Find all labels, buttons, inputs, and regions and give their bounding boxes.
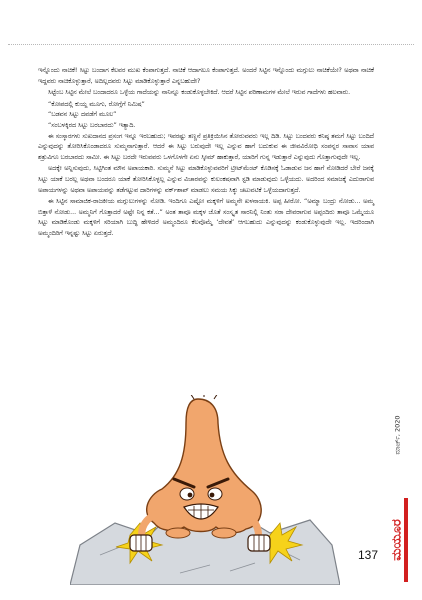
magazine-brand-text: ಮಯೂರ [389, 519, 405, 561]
paragraph-3: ಈ ಸಂಸ್ಕಾರಗಳು ಸುಖದಾನದ ಪ್ರಸಂಗ ಇನ್ನೂ ಇರಬಹುದು; ಇವರಷ್ಟು ತಣ್ಣನೆ ಪ್ರತಿಕ್ರಿಯಿಸಿನ ತೋರುವವರು ಇಲ್ಲ ದಿಡಿ. ಸಿಟ್ಟು ಬಂದವರು ಕನಿಷ್ಠ ತಮಗೆ ಸಿಟ್ಟು ಬಂದಿದೆ ಎನ್ನುವುದನ್ನು ತೋರಿಸಿಕೊಂಡಾದರೂ ಸುಮ್ಮನಾಗುತ್ತಾರೆ. ಆದರೆ ಈ ಸಿಟ್ಟು ಬರುವುದೇ ಇಲ್ಲ ಎನ್ನುವ ಹಾಗೆ ಬದುಕುವ ಈ ಜೀವವಿರೋಧಿ ಸಂಪನ್ನರ ಸಾವಾಸ ಯಾವ ಶತ್ರುವಿಗೂ ಬರಬಾರದು ಸಾಮೀ. ಈ ಸಿಟ್ಟು ಬರದೇ ಇರುವವರು ಒಳಗೊಳಗೇ ಏನು ಸ್ಕೀಮ್ ಹಾಕುತ್ತಾರೆ, ಯಾರಿಗೆ ಗುನ್ನ ಇಡುತ್ತಾರೆ ಎನ್ನುವುದು ಗೊತ್ತಾಗುವುದೇ ಇಲ್ಲ. [38, 132, 374, 161]
paragraph-1: ಇನ್ನೊಂದು ನಾಚಿಕೆ! ಸಿಟ್ಟು ಬಂದಾಗ ಕೆಲವರ ಮುಖ ಕೆಂಪಾಗುತ್ತದೆ. ನಾಚಿಕೆ ಆದಾಗಲೂ ಕೆಂಪಾಗುತ್ತದೆ. ಅಂದರೆ ಸಿಟ್ಟಿನ ಇನ್ನೊಂದು ಮಗ್ಗುಲು ನಾಚಿಕೆಯೇ? ಅಥವಾ ನಾಚಿಕೆ ಇದ್ದವರು ನಾಚಿಕೊಳ್ಳುತ್ತಾರೆ, ಅದಿಲ್ಲದವರು ಸಿಟ್ಟು ಮಾಡಿಕೊಳ್ಳುತ್ತಾರೆ ಎನ್ನಬಹುದೇ? [38, 67, 374, 85]
proverb-2: “ಬಡವನ ಸಿಟ್ಟು ದವಡೆಗೆ ಮೂಲ” [48, 111, 117, 119]
paragraph-5: ಈ ಸಿಟ್ಟಿನ ಸಾಮಾಜಿಕ-ರಾಜಕೀಯ ಮಗ್ಗುಲುಗಳನ್ನು ನೋಡಿ. ಇಂದಿಗೂ ಎಷ್ಟೋ ಮಕ್ಕಳಿಗೆ ಅಮ್ಮನೇ ಖಳನಾಯಕಿ. ಅಪ್ಪ ಹೀರೋ. “ಅಮ್ಮಾ ಬಂದ್ರು ನೋಡು... ಅಮ್ಮ ಬಿತ್ತಾಳೆ ನೋಡು... ಅಮ್ಮನಿಗೆ ಗೊತ್ತಾದರೆ ಅಷ್ಟೇ ನಿನ್ನ ಕತೆ...” ಅಂತ ತಾವೂ ಮಕ್ಕಳ ಜೊತೆ ಸಂಸ್ಕೃತ ಸಾರನಿಲ್ಲಿ ನಿಂತು ಸರಾ ದೇವರಾಗುವ ಅಪ್ಪಂದಿರು ತಾವೂ ಒಮ್ಮೆಯೂ ಸಿಟ್ಟು ಮಾಡಿಕೊಂಡು ಮಕ್ಕಳಿಗೆ ಸರಿಯಾಗಿ ಬುದ್ಧಿ ಹೇಳಿದರೆ ಅಮ್ಮಂದಿರೂ ಕೆಲವೊಮ್ಮೆ ‘ದೇವತೆ’ ಆಗಬಹುದು ಎನ್ನುವುದನ್ನು ಕಂಡುಕೊಳ್ಳುವುದೇ ಇಲ್ಲ. ಇದರಿಂದಾಗಿ ಅಮ್ಮಂದಿರಿಗೆ ಇನ್ನಷ್ಟು ಸಿಟ್ಟು ಏರುತ್ತದೆ. [38, 198, 374, 237]
proverb-1: “ಕೋಪದಲ್ಲಿ ಕುಯ್ದ ಮೂಗು, ರೋಗ್ಗೆಗೆ ನಿಮಿಷ” [48, 100, 145, 108]
proverb-suffix: ಇತ್ಯಾದಿ. [116, 121, 136, 129]
angry-nose-cartoon [70, 395, 340, 585]
paragraph-2: ಸಿಟ್ಟೆಂಬ ಸಿಟ್ಟಿನ ಮೇಲೆ ಬಂದಾದರೂ ಒಳ್ಳೆಯ ಗಾದೆಯನ್ನು ನಾನಿನ್ನೂ ಕಂಡುಕೊಳ್ಳಬೇಕಿದೆ. ಆದರೆ ಸಿಟ್ಟಿನ ಪರಿಣಾಮಗಳ ಮೇಲೆ ಇರುವ ಗಾದೆಗಳು ಹಲವಾರು. [48, 89, 351, 97]
brand-color-strip [404, 498, 408, 582]
issue-date-text: ಮಾರ್ಚ್, 2020 [393, 415, 402, 455]
left-fist [130, 535, 152, 551]
top-dotted-rule [8, 44, 414, 45]
page-number: 137 [358, 548, 379, 562]
proverb-3: “ಸಂಬಳಕ್ಕಿರದ ಸಿಟ್ಟು ಬರಬಾರದು” [48, 121, 117, 129]
article-body [38, 66, 374, 241]
issue-date [391, 395, 405, 475]
paragraph-4: ಅದಕ್ಕೇ ಅನ್ನಿಸುವುದು, ಸಿಟ್ಟಿಗಿಂತ ಮೌನ ಅಪಾಯಕಾರಿ. ಸುಮ್ಮನೆ ಸಿಟ್ಟು ಮಾಡಿಕೊಳ್ಳುವವರಿಗೆ ಟ್ರೀಟ್‌ಮೆಂಟ್ ಕೊಡಿಸಕ್ಕೆ ಓಡಾಡುವ ಜನ ಹಾಗೆ ನೋಡಿದರೆ ಬೇರೆ ಜನಕ್ಕೆ ಸಿಟ್ಟು ಯಾಕೆ ಬರಲ್ಲ ಅಥವಾ ಬಂದರೂ ಯಾಕೆ ತೋರಿಸಿಕೊಳ್ಳಲ್ಲ ಎನ್ನುವ ವಿಚಾರವನ್ನು ಕುಲಂಕಷವಾಗಿ ಸ್ಟಡಿ ಮಾಡುವುದು ಒಳ್ಳೆಯದು. ಅದರಿಂದ ಸಮಾಜಕ್ಕೆ ಎದುರಾಗುವ ಅಪಾಯಗಳನ್ನು ಅಥವಾ ಅಪಾಯವನ್ನು ತಡೆಗಟ್ಟುವ ದಾರಿಗಳನ್ನು ವರ್ಕ್‌ಶಾಪ್ ಮಾಡಲು ಸಮಯ ಸಿಕ್ಕು ಚಟುವಟಿಕೆ ಒಳ್ಳೆಯದಾಗುತ್ತದೆ. [38, 165, 374, 194]
proverb-3-line [38, 121, 374, 132]
right-fist [248, 535, 270, 551]
